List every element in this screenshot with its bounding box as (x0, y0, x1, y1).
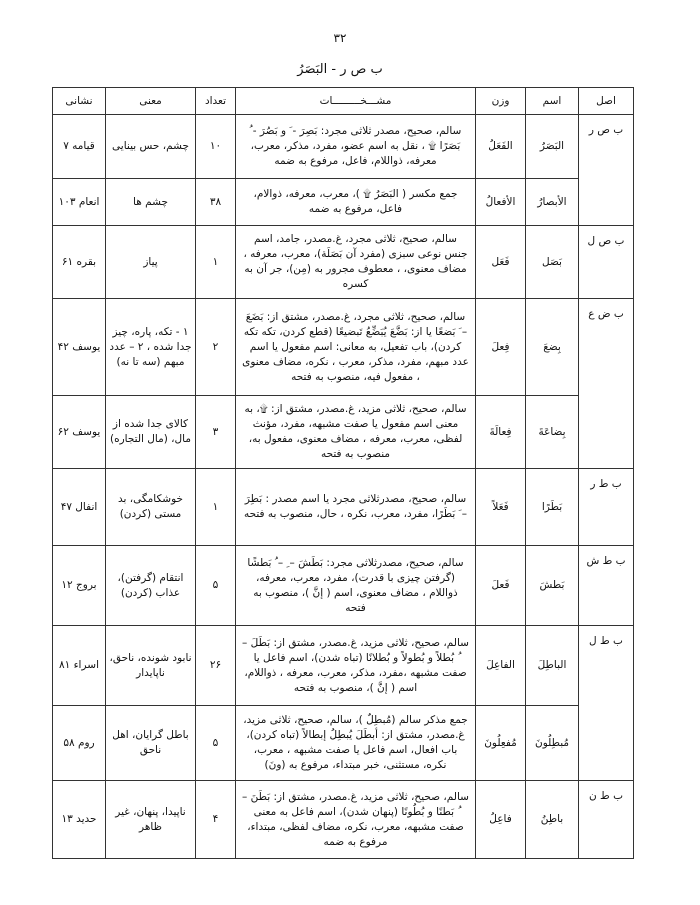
table-row (53, 469, 634, 546)
meaning-cell: کالای جدا شده از مال، (مال التجاره) (106, 396, 196, 469)
count-cell: ۵ (196, 546, 236, 626)
header-count: تعداد (196, 88, 236, 115)
meaning-cell: چشم ها (106, 179, 196, 226)
header-root: اصل (579, 88, 634, 115)
root-cell: ب ض ع (579, 299, 634, 469)
wazn-cell: الفَعَلُ (476, 115, 526, 179)
header-name: اسم (526, 88, 579, 115)
description-cell: سالم، صحیح، ثلاثی مجرد، غ.مصدر، جامد، اسم جنس نوعی سبزی (مفرد آن بَصَلَة)، معرب، معرفه ، مضاف معنوی، ، معطوف مجرور به (مِن)، جر آن به کسره (236, 226, 476, 299)
root-cell: ب ط ش (579, 546, 634, 626)
count-cell: ۲۶ (196, 626, 236, 706)
word-table (52, 87, 634, 859)
header-ref: نشانی (53, 88, 106, 115)
description-cell: سالم، صحیح، مصدرثلاثی مجرد: بَطَشَ – ِ – ُ بَطشًا (گرفتن چیزی با قدرت)، مفرد، معرب، معرفه، ذواللام ، مضاف معنوی، اسم ( إنَّ )، منصوب به فتحه (236, 546, 476, 626)
reference-cell: یوسف ۴۲ (53, 299, 106, 396)
count-cell: ۲ (196, 299, 236, 396)
name-cell: باطِنُ (526, 781, 579, 859)
name-cell: البَصَرُ (526, 115, 579, 179)
root-cell: ب ط ل (579, 626, 634, 781)
description-cell: سالم، صحیح، ثلاثی مجرد، غ.مصدر، مشتق از: بَضَعَ – َ بَضعًا یا از: بَضَّعَ یُبَضِّعُ تَبضیعًا (قطع کردن، تکه تکه کردن)، باب تفعیل، به معانی: اسم مفعول یا اسم عدد مبهم، مفرد، مذکر، معرب ، نکره، مضاف معنوی ، مفعول فیه، منصوب به فتحه (236, 299, 476, 396)
count-cell: ۱ (196, 226, 236, 299)
header-desc: مشـــخـــــــــات (236, 88, 476, 115)
table-row (53, 115, 634, 179)
table-row (53, 226, 634, 299)
name-cell: بَطَرًا (526, 469, 579, 546)
description-cell: جمع مکسر ( البَصَرُ ۩ )، معرب، معرفه، ذوالام، فاعل، مرفوع به ضمه (236, 179, 476, 226)
meaning-cell: باطل گرایان، اهل ناحق (106, 706, 196, 781)
wazn-cell: فَعَل (476, 226, 526, 299)
meaning-cell: ناپیدا، پنهان، غیر ظاهر (106, 781, 196, 859)
name-cell: بِضاعَةَ (526, 396, 579, 469)
description-cell: سالم، صحیح، ثلاثی مزید، غ.مصدر، مشتق از: بَطَنَ – ُ بَطنًا و بُطُونًا (پنهان شدن)، اسم فاعل به معنی صفت مشبهه، معرب، نکره، مضاف لفظی، مبتداء، مرفوع به ضمه (236, 781, 476, 859)
description-cell: سالم، صحیح، ثلاثی مزید، غ.مصدر، مشتق از: بَطَلَ – ُ بُطلاً و بُطولاً و بُطلانًا (تباه شدن)، اسم فاعل یا صفت مشبهه ،مفرد، مذکر، معرب، معرفه ، ذواللام، اسم ( إنَّ )، منصوب به فتحه (236, 626, 476, 706)
name-cell: بَصَل (526, 226, 579, 299)
meaning-cell: نابود شونده، ناحق، ناپایدار (106, 626, 196, 706)
name-cell: الباطِلَ (526, 626, 579, 706)
meaning-cell: انتقام (گرفتن)، عذاب (کردن) (106, 546, 196, 626)
table-row (53, 546, 634, 626)
count-cell: ۱ (196, 469, 236, 546)
wazn-cell: مُفعِلُونَ (476, 706, 526, 781)
reference-cell: یوسف ۶۲ (53, 396, 106, 469)
meaning-cell: ۱ - تکه، پاره، چیز جدا شده ، ۲ – عدد مبهم (سه تا نه) (106, 299, 196, 396)
table-row (53, 706, 634, 781)
count-cell: ۳۸ (196, 179, 236, 226)
description-cell: سالم، صحیح، ثلاثی مزید، غ.مصدر، مشتق از: ۩، به معنی اسم مفعول یا صفت مشبهه، مفرد، مؤنث لفظی، معرب، معرفه ، مضاف معنوی، مفعول به، منصوب به فتحه (236, 396, 476, 469)
reference-cell: روم ۵۸ (53, 706, 106, 781)
reference-cell: بقره ۶۱ (53, 226, 106, 299)
root-cell: ب ط ن (579, 781, 634, 859)
reference-cell: انعام ۱۰۳ (53, 179, 106, 226)
root-cell: ب ط ر (579, 469, 634, 546)
reference-cell: قیامه ۷ (53, 115, 106, 179)
count-cell: ۴ (196, 781, 236, 859)
reference-cell: اسراء ۸۱ (53, 626, 106, 706)
name-cell: بِضعَ (526, 299, 579, 396)
count-cell: ۱۰ (196, 115, 236, 179)
wazn-cell: الأفعالُ (476, 179, 526, 226)
description-cell: جمع مذکر سالم (مُبطِلٌ )، سالم، صحیح، ثلاثی مزید، غ.مصدر، مشتق از: أبطَلَ یُبطِلُ إبطالاً (تباه کردن)، باب افعال، اسم فاعل یا صفت مشبهه ، معرب، نکره، مستثنی، خبر مبتداء، مرفوع به (ونَ) (236, 706, 476, 781)
wazn-cell: فِعالَةَ (476, 396, 526, 469)
count-cell: ۳ (196, 396, 236, 469)
header-meaning: معنی (106, 88, 196, 115)
wazn-cell: فَعَلاً (476, 469, 526, 546)
name-cell: الأبصارُ (526, 179, 579, 226)
table-row (53, 396, 634, 469)
name-cell: مُبطِلُونَ (526, 706, 579, 781)
page-number: ۳۲ (333, 31, 347, 45)
page-title: ب ص ر - البَصَرُ (297, 62, 383, 77)
wazn-cell: فَعلَ (476, 546, 526, 626)
table-row (53, 781, 634, 859)
table-row (53, 626, 634, 706)
count-cell: ۵ (196, 706, 236, 781)
root-cell: ب ص ل (579, 226, 634, 299)
name-cell: بَطشَ (526, 546, 579, 626)
header-row (53, 88, 634, 115)
reference-cell: حدید ۱۳ (53, 781, 106, 859)
wazn-cell: فِعلَ (476, 299, 526, 396)
meaning-cell: چشم، حس بینایی (106, 115, 196, 179)
reference-cell: انفال ۴۷ (53, 469, 106, 546)
table-row (53, 179, 634, 226)
meaning-cell: پیاز (106, 226, 196, 299)
description-cell: سالم، صحیح، مصدرثلاثی مجرد یا اسم مصدر : بَطِرَ – َ بَطَرًا، مفرد، معرب، نکره ، حال، منصوب به فتحه (236, 469, 476, 546)
header-wazn: وزن (476, 88, 526, 115)
table-row (53, 299, 634, 396)
root-cell: ب ص ر (579, 115, 634, 226)
description-cell: سالم، صحیح، مصدر ثلاثی مجرد: بَصِرَ - َ و بَصُرَ - ُ بَصَرًا ۩ ، نقل به اسم عضو، مفرد، مذکر، معرب، معرفه، ذواللام، فاعل، مرفوع به ضمه (236, 115, 476, 179)
wazn-cell: فاعِلُ (476, 781, 526, 859)
wazn-cell: الفاعِلَ (476, 626, 526, 706)
meaning-cell: خوشکامگی، بد مستی (کردن) (106, 469, 196, 546)
reference-cell: بروج ۱۲ (53, 546, 106, 626)
